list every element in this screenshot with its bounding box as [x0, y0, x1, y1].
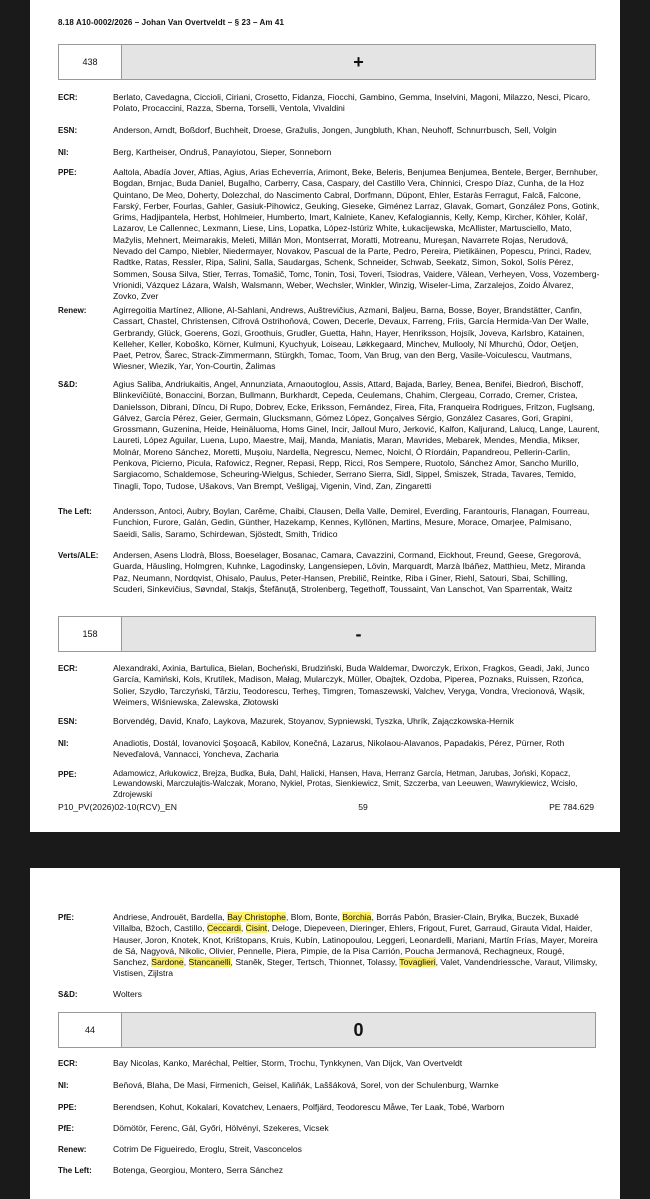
for-group-ni [58, 147, 600, 158]
for-group-sd [58, 379, 600, 492]
group-members: Botenga, Georgiou, Montero, Serra Sánchez [113, 1165, 284, 1175]
document-page-2 [30, 868, 620, 1199]
group-label: S&D: [58, 380, 78, 389]
for-group-verts-ale [58, 550, 600, 595]
group-label: Verts/ALE: [58, 551, 99, 560]
abstain-group-ni [58, 1080, 600, 1091]
member-text: , Valet, Vandendriessche, Varaut, Vilimsky, Vistisen, Zijlstra [113, 957, 598, 979]
for-group-ecr [58, 92, 600, 115]
for-group-pfe [58, 912, 600, 980]
highlighted-member: Stancanelli [188, 957, 231, 968]
group-members: Wolters [113, 989, 142, 999]
group-members: Anderson, Arndt, Boßdorf, Buchheit, Droese, Gražulis, Jongen, Jungbluth, Khan, Neuhoff, Schnurrbusch, Sell, Volgin [113, 125, 557, 135]
highlighted-member: Ceccardi [206, 923, 241, 934]
group-members: Andersson, Antoci, Aubry, Boylan, Carême, Chaibi, Clausen, Della Valle, Demirel, Everding, Farantouris, Flanagan, Fourreau, Funchion, Furore, Galán, Gedin, Günther, Hazekamp, Kennes, Kyllönen, Martins, Mesure, Morace, Omarjee, Palmisano, Saeidi, Salis, Saramo, Schirdewan, Sjöstedt, Smith, Tridico [113, 506, 590, 539]
group-members: Borvendég, David, Knafo, Laykova, Mazurek, Stoyanov, Sypniewski, Tyszka, Uhrík, Zajączkowska-Hernik [113, 716, 514, 726]
abstain-group-renew [58, 1144, 600, 1155]
abstain-group-ecr [58, 1058, 600, 1069]
group-label: ECR: [58, 93, 78, 102]
member-text: , Staněk, Steger, Tertsch, Thionnet, Tolassy, [230, 957, 400, 968]
footer-doc-ref: P10_PV(2026)02-10(RCV)_EN [58, 802, 177, 812]
against-group-ppe [58, 769, 600, 800]
group-label: ESN: [58, 126, 78, 135]
group-label: PfE: [58, 913, 74, 922]
member-text: , [240, 923, 246, 934]
vote-against-count: 158 [59, 617, 122, 651]
for-group-sd-cont [58, 989, 600, 1000]
for-group-renew [58, 305, 600, 373]
abstain-group-pfe [58, 1123, 600, 1134]
group-label: ECR: [58, 664, 78, 673]
highlighted-member: Borchia [342, 912, 372, 922]
group-label: NI: [58, 148, 69, 157]
footer-page-number: 59 [358, 802, 368, 812]
abstain-group-ppe [58, 1102, 600, 1113]
highlighted-member: Cisint [245, 923, 268, 934]
vote-for-count: 438 [59, 45, 122, 79]
group-label: The Left: [58, 1166, 92, 1175]
group-label: PPE: [58, 1103, 77, 1112]
group-label: Renew: [58, 1145, 87, 1154]
highlighted-member: Tovaglieri [399, 957, 436, 968]
vote-abstain-symbol: 0 [122, 1013, 595, 1047]
vote-for-symbol: + [122, 45, 595, 79]
for-group-esn [58, 125, 600, 136]
group-members: Alexandraki, Axinia, Bartulica, Bielan, Bocheński, Brudziński, Buda Waldemar, Dworczyk, Erixon, Fragkos, Geadi, Jaki, Junco García, Kamiński, Kols, Krutílek, Madison, Małag, Mularczyk, Müller, Obajtek, Ozdoba, Piperea, Poznaks, Ruissen, Rzońca, Solier, Szydło, Tarczyński, Tărziu, Teodorescu, Terheş, Timgren, Tomaszewski, Valchev, Veryga, Vondra, Vrecionová, Wąsik, Weimers, Wiśniewska, Zalewska, Złotowski [113, 663, 590, 707]
group-members: Adamowicz, Arłukowicz, Brejza, Budka, Buła, Dahl, Halicki, Hansen, Hava, Herranz García, Hetman, Jarubas, Joński, Kopacz, Lewandowski, Marczułajtis-Walczak, Morano, Nykiel, Protas, Sienkiewicz, Smit, Szczerba, van Leeuwen, Wawrykiewicz, Wcisło, Zdrojewski [113, 769, 578, 799]
abstain-group-the-left [58, 1165, 600, 1176]
group-label: PfE: [58, 1124, 74, 1133]
against-group-ecr [58, 663, 600, 708]
highlighted-member: Bay Christophe [227, 912, 286, 922]
group-label: Renew: [58, 306, 87, 315]
group-label: PPE: [58, 168, 77, 177]
member-text: , [183, 957, 189, 968]
group-members: Berlato, Cavedagna, Ciccioli, Ciriani, Crosetto, Fidanza, Fiocchi, Gambino, Gemma, Inselvini, Magoni, Milazzo, Nesci, Picaro, Polato, Procaccini, Razza, Sberna, Torselli, Ventola, Vivaldini [113, 92, 591, 114]
for-group-the-left [58, 506, 600, 540]
group-members: Beňová, Blaha, De Masi, Firmenich, Geisel, Kaliňák, Laššáková, Sorel, von der Schulenburg, Warnke [113, 1080, 499, 1090]
member-text: , Deloge, Diepeveen, Dieringer, Ehlers, Frigout, Furet, Garraud, Girauta Vidal, Haider, Hauser, Joron, Knotek, Knot, Krištopans, Kruis, Kubín, Latinopoulou, Leggeri, Leonardelli, Mariani, Martín Frías, Mayer, Moreira de Sá, Nagyová, Nikolic, Olivier, Pennelle, Piera, Pimpie, de la Pisa Carrión, Poucha Jermanová, Rechagneux, Rougé, Sanchez, [113, 923, 598, 968]
vote-heading: 8.18 A10-0002/2026 – Johan Van Overtveldt – § 23 – Am 41 [58, 18, 285, 27]
group-label: ESN: [58, 717, 78, 726]
group-members: Agirregoitia Martínez, Allione, Al-Sahlani, Andrews, Auštrevičius, Azmani, Baljeu, Barna, Bosse, Boyer, Brandstätter, Canfin, Cassart, Chastel, Christensen, Cifrová Ostrihoňová, Cowen, Decerle, Devaux, Farreng, Friis, García Hermida-Van Der Walle, Gerbrandy, Glück, Goerens, Gozi, Groothuis, Grudler, Guetta, Hahn, Hayer, Henriksson, Hojsík, Joveva, Karlsbro, Katainen, Kelleher, Keller, Koboško, Körner, Kulmuni, Kyuchyuk, Loiseau, Løkkegaard, Minchev, Mullooly, Ní Mhurchú, Ódor, Oetjen, Paet, Petrov, Šarec, Strack-Zimmermann, Stürgkh, Tomac, Toom, Van Brug, van den Berg, Vasile-Voiculescu, Vautmans, Wiesner, Wiezik, Yar, Yon-Courtin, Žalimas [113, 305, 589, 372]
group-label: NI: [58, 739, 69, 748]
group-label: The Left: [58, 507, 92, 516]
group-label: NI: [58, 1081, 69, 1090]
group-members: Berendsen, Kohut, Kokalari, Kovatchev, Lenaers, Polfjärd, Teodorescu Måwe, Ter Laak, Tobé, Warborn [113, 1102, 505, 1112]
group-members: Cotrim De Figueiredo, Eroglu, Streit, Vasconcelos [113, 1144, 302, 1154]
group-label: S&D: [58, 990, 78, 999]
for-group-ppe [58, 167, 600, 303]
document-page-1 [30, 0, 620, 832]
vote-for-box [58, 44, 596, 80]
group-members: Aaltola, Abadía Jover, Aftias, Agius, Arias Echeverría, Arimont, Beke, Beleris, Benjumea Benjumea, Bentele, Berger, Bernhuber, Bogdan, Brnjac, Buda Daniel, Bugalho, Carberry, Casa, Caspary, del Castillo Vera, Chinnici, Crespo Díaz, Cunha, de la Hoz Quintano, De Meo, Doherty, Dolezchal, do Nascimento Cabral, Dorfmann, Düpont, Ehler, Estaràs Ferragut, Falcă, Falcone, Farský, Ferber, Fourlas, Gahler, Gasiuk-Pihowicz, Geuking, Gieseke, Giménez Larraz, Glavak, Gomart, González Pons, Gotink, Grims, Hadjipantela, Herbst, Hohlmeier, Humberto, Imart, Kalniete, Kanev, Kefalogiannis, Kelly, Kemp, Kircher, Köhler, Kolář, Lazarov, Le Callennec, Lexmann, Liese, Lins, Lopatka, López-Istúriz White, Łukacijewska, McAllister, Martusciello, Mato, Mažylis, Mehnert, Meimarakis, Meleti, Millán Mon, Montserrat, Moratti, Motreanu, Mureşan, Navarrete Rojas, Nerudová, Nevado del Campo, Niebler, Niedermayer, Novakov, Pascual de la Parte, Pedro, Pereira, Pietikäinen, Popescu, Princi, Radev, Radtke, Ratas, Ressler, Ripa, Salini, Salla, Saudargas, Schenk, Schneider, Schwab, Seekatz, Simon, Sokol, Solís Pérez, Sommen, Sousa Silva, Stier, Terras, Tomašič, Tomc, Tonin, Tosi, Toveri, Tsiodras, Vaidere, Välean, Verheyen, Voss, Vozemberg-Vrionidi, Vázquez Lázara, Walsh, Walsmann, Weber, Wechsler, Winkler, Winzig, Wiseler-Lima, Zarzalejos, Zoido Álvarez, Zovko, Zver [113, 167, 600, 302]
page-footer [58, 802, 594, 812]
vote-against-box [58, 616, 596, 652]
member-text: , Borrás Pabón, Brasier-Clain, Bryłka, Buczek, Buxadé Villalba, Bžoch, Castillo, [113, 912, 579, 934]
group-members: Bay Nicolas, Kanko, Maréchal, Peltier, Storm, Trochu, Tynkkynen, Van Dijck, Van Overtveldt [113, 1058, 463, 1068]
group-members: Berg, Kartheiser, Ondruš, Panayiotou, Sieper, Sonneborn [113, 147, 332, 157]
group-label: PPE: [58, 770, 77, 779]
footer-pe-number: PE 784.629 [549, 802, 594, 812]
group-members [113, 912, 600, 980]
member-text: , Blom, Bonte, [285, 912, 343, 922]
against-group-ni [58, 738, 600, 761]
vote-against-symbol: - [122, 617, 595, 651]
highlighted-member: Sardone [151, 957, 184, 968]
group-members: Andersen, Asens Llodrà, Bloss, Boeselager, Bosanac, Camara, Cavazzini, Cormand, Eickhout, Freund, Geese, Gregorová, Guarda, Häusling, Holmgren, Kuhnke, Lagodinsky, Langensiepen, Lövin, Marquardt, Marzà Ibáñez, Matthieu, Metz, Miranda Paz, Neumann, Nordqvist, Ohisalo, Paulus, Peter-Hansen, Prebilič, Reintke, Riba i Giner, Riehl, Satouri, Sbai, Schilling, Scuderi, Sinkevičius, Søvndal, Stakjs, Štefănuță, Strolenberg, Tegethoff, Toussaint, Van Lanschot, Van Sparrentak, Waitz [113, 550, 586, 594]
against-group-esn [58, 716, 600, 727]
vote-abstain-box [58, 1012, 596, 1048]
group-members: Anadiotis, Dostál, Iovanovici Şoşoacă, Kabilov, Konečná, Lazarus, Nikolaou-Alavanos, Papadakis, Pérez, Pürner, Roth Neveďalová, Vannacci, Yoncheva, Zacharia [113, 738, 565, 760]
group-members: Dömötör, Ferenc, Gál, Győri, Hölvényi, Szekeres, Vicsek [113, 1123, 329, 1133]
vote-abstain-count: 44 [59, 1013, 122, 1047]
member-text: Andriese, Androuët, Bardella, [113, 912, 228, 922]
group-label: ECR: [58, 1059, 78, 1068]
group-members: Agius Saliba, Andriukaitis, Angel, Annunziata, Arnaoutoglou, Assis, Attard, Bajada, Barley, Benea, Benifei, Biedroń, Bischoff, Blinkevičiūtė, Bonaccini, Borzan, Bullmann, Burkhardt, Cepeda, Ceulemans, Chahim, Clergeau, Corrado, Cremer, Cristea, Danielsson, Dibrani, Dîncu, Di Rupo, Dobrev, Ecke, Eriksson, Fernández, Firea, Fita, Franqueira Rodrigues, Fritzon, Fuglsang, Gálvez, García Pérez, Geier, Germain, Glucksmann, Gómez López, Gonçalves Sérgio, González Casares, Gori, Grapini, Grossmann, Guzenina, Heide, Heinäluoma, Homs Ginel, Incir, Jalloul Muro, Jerković, Kalfon, Kaljurand, Lalucq, Lange, Laurent, Laureti, López Aguilar, Luena, Lupo, Maestre, Maij, Manda, Maniatis, Maran, Mavrides, Mebarek, Mendes, Mendia, Mikser, Molnár, Moreno Sánchez, Moretti, Mușoiu, Nardella, Negrescu, Nemec, Noichl, Ó Ríordáin, Papandreou, Pellerin-Carlin, Penkova, Picierno, Picula, Rafowicz, Regner, Repasi, Repp, Ricci, Ros Sempere, Ruotolo, Sánchez Amor, Sancho Murillo, Sargiacomo, Schaldemose, Scheuring-Wielgus, Schieder, Serrano Sierra, Sidl, Sippel, Śmiszek, Strada, Tavares, Temido, Tinagli, Topo, Tudose, Ušakovs, Van Brempt, Vešligaj, Vigenin, Vind, Zan, Zingaretti [113, 379, 600, 491]
